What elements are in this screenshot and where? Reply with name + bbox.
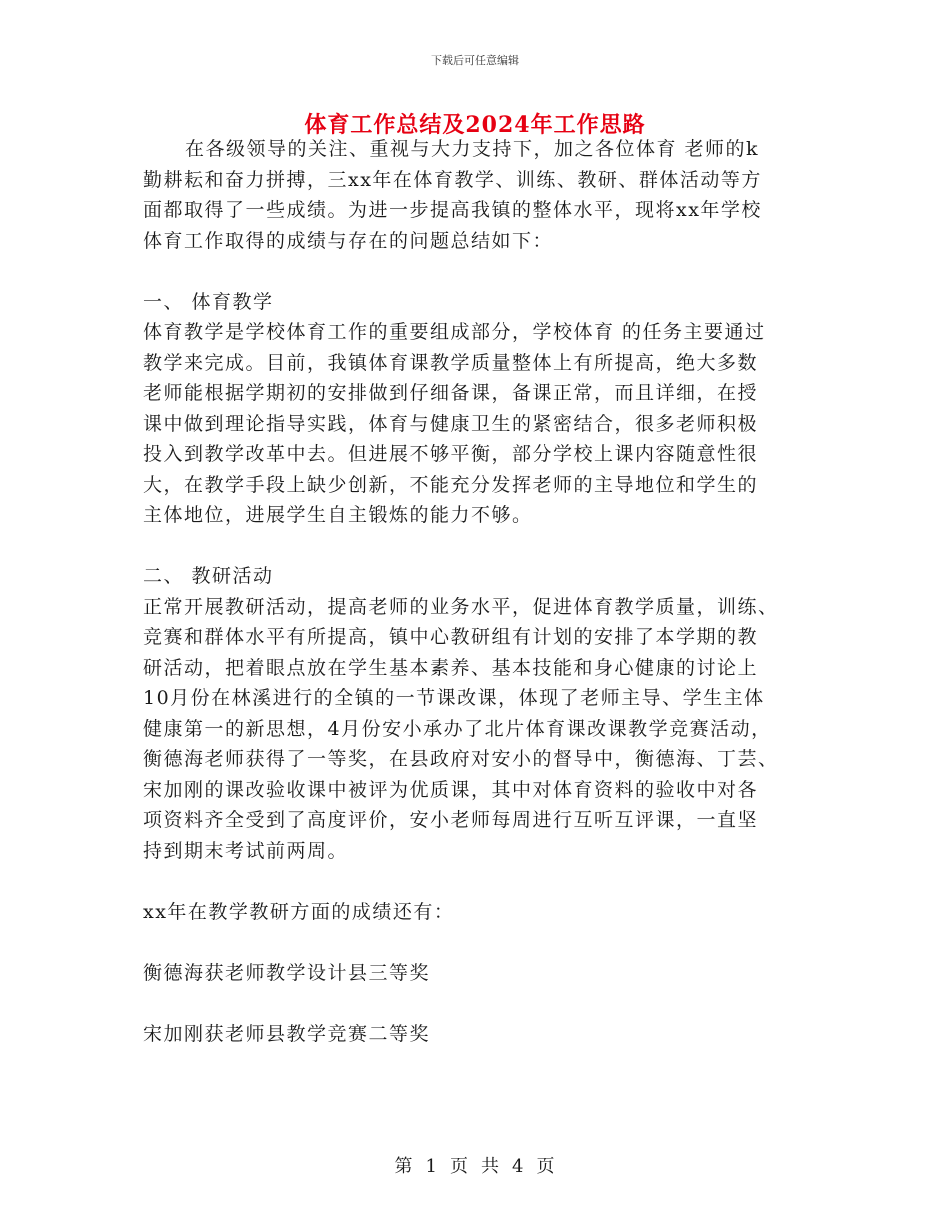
achievement-item: 宋加刚获老师县教学竞赛二等奖	[143, 1022, 431, 1045]
section-line: 正常开展教研活动，提高老师的业务水平，促进体育教学质量，训练、	[143, 595, 779, 618]
intro-line: 勤耕耘和奋力拼搏，三xx年在体育教学、训练、教研、群体活动等方	[143, 168, 762, 191]
intro-line: 面都取得了一些成绩。为进一步提高我镇的整体水平，现将xx年学校	[143, 199, 762, 221]
achievements-intro: xx年在教学教研方面的成绩还有：	[143, 900, 455, 923]
section-line: 主体地位，进展学生自主锻炼的能力不够。	[143, 504, 533, 526]
paragraph-gap	[143, 988, 813, 1019]
section-line: 研活动，把着眼点放在学生基本素养、基本技能和身心健康的讨论上	[143, 656, 759, 679]
footer-label-gong: 共	[481, 1156, 500, 1177]
page-header-note: 下载后可任意编辑	[431, 54, 519, 67]
section-line: 项资料齐全受到了高度评价，安小老师每周进行互听互评课，一直坚	[143, 809, 759, 831]
footer-current-page: 1	[425, 1156, 438, 1177]
section-line: 课中做到理论指导实践，体育与健康卫生的紧密结合，很多老师积极	[143, 412, 759, 435]
section-heading-teaching: 一、 体育教学	[143, 290, 274, 313]
section-line: 持到期末考试前两周。	[143, 839, 349, 862]
footer-total-pages: 4	[512, 1156, 525, 1177]
paragraph-gap	[143, 866, 813, 897]
intro-line: 体育工作取得的成绩与存在的问题总结如下：	[143, 229, 554, 252]
section-line: 投入到教学改革中去。但进展不够平衡，部分学校上课内容随意性很	[143, 443, 759, 465]
paragraph-gap	[143, 927, 813, 958]
intro-line: 在各级领导的关注、重视与大力支持下，加之各位体育 老师的k	[185, 138, 760, 160]
paragraph-gap	[143, 256, 813, 287]
document-body	[143, 134, 813, 1049]
section-line: 老师能根据学期初的安排做到仔细备课，备课正常，而且详细，在授	[143, 382, 759, 404]
section-heading-research: 二、 教研活动	[143, 565, 274, 587]
footer-label-di: 第	[394, 1156, 414, 1177]
footer-label-ye2: 页	[536, 1156, 556, 1177]
document-title: 体育工作总结及2024年工作思路	[304, 112, 646, 138]
section-line: 大，在教学手段上缺少创新，不能充分发挥老师的主导地位和学生的	[143, 473, 759, 496]
paragraph-gap	[143, 531, 813, 562]
section-line: 竞赛和群体水平有所提高，镇中心教研组有计划的安排了本学期的教	[143, 626, 759, 648]
section-line: 健康第一的新思想，4月份安小承办了北片体育课改课教学竞赛活动，	[143, 717, 772, 740]
section-line: 10月份在林溪进行的全镇的一节课改课，体现了老师主导、学生主体	[143, 687, 765, 709]
section-line: 衡德海老师获得了一等奖，在县政府对安小的督导中，衡德海、丁芸、	[143, 748, 779, 770]
achievement-item: 衡德海获老师教学设计县三等奖	[143, 961, 431, 984]
section-line: 教学来完成。目前，我镇体育课教学质量整体上有所提高，绝大多数	[143, 351, 759, 374]
section-line: 体育教学是学校体育工作的重要组成部分，学校体育 的任务主要通过	[143, 321, 766, 343]
footer-label-ye: 页	[450, 1156, 469, 1177]
section-line: 宋加刚的课改验收课中被评为优质课，其中对体育资料的验收中对各	[143, 778, 759, 801]
page-footer	[0, 1152, 950, 1178]
